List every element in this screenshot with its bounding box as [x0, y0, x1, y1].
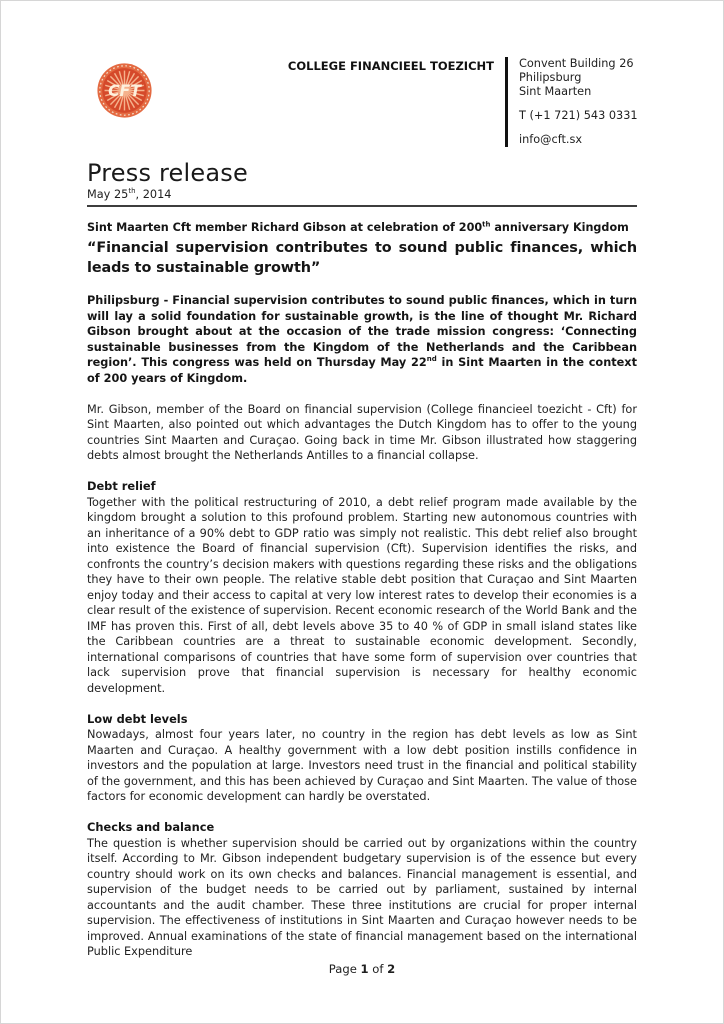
- lead-ordinal: nd: [426, 355, 437, 364]
- headline-quote: “Financial supervision contributes to sound public finances, which leads to sustainable growth”: [87, 240, 637, 276]
- kicker-ordinal: th: [482, 220, 491, 229]
- address-line-3: Sint Maarten: [519, 85, 592, 98]
- letterhead: [87, 57, 637, 147]
- address-line-1: Convent Building 26: [519, 57, 634, 70]
- org-name: COLLEGE FINANCIEEL TOEZICHT: [287, 59, 494, 73]
- contact-block: [519, 57, 637, 147]
- intro-paragraph: Mr. Gibson, member of the Board on financial supervision (College financieel toezicht - Cft) for Sint Maarten, also pointed out which advantages the Dutch Kingdom has to offer to the young countries Sint Maarten and Curaçao. Going back in time Mr. Gibson illustrated how staggering debts almost brought the Netherlands Antilles to a financial collapse.: [87, 402, 637, 462]
- lead-paragraph: [87, 293, 637, 386]
- footer-mid: of: [368, 961, 388, 976]
- section-paragraph-debt-relief: Together with the political restructuring of 2010, a debt relief program made available by the kingdom brought a solution to this profound problem. Starting new autonomous countries with an inheritance of a 90% debt to GDP ratio was simply not realistic. This debt relief also brought into existence the Board of financial supervision (Cft). Supervision identifies the risks, and confronts the country’s decision makers with questions regarding these risks and the obligations they have to their own people. The relative stable debt position that Curaçao and Sint Maarten enjoy today and their access to capital at very low interest rates to develop their economies is a clear result of the existence of supervision. Recent economic research of the World Bank and the IMF has proven this. First of all, debt levels above 35 to 40 % of GDP in small island states like the Caribbean countries are a threat to sustainable economic development. Secondly, international comparisons of countries that have some form of supervision over countries that lack supervision prove that financial supervision is necessary for healthy economic development.: [87, 495, 637, 695]
- footer-pre: Page: [328, 961, 361, 976]
- address-line-2: Philipsburg: [519, 71, 582, 84]
- lead-post: in Sint Maarten in the context of 200 years of Kingdom.: [87, 356, 637, 385]
- section-low-debt-levels: [87, 712, 637, 805]
- date-pre: May 25: [87, 188, 129, 201]
- lead-pre: Philipsburg - Financial supervision contributes to sound public finances, which in turn will lay a solid foundation for sustainable growth, is the line of thought Mr. Richard Gibson brought about at the occasion of the trade mission congress: ‘Connecting sustainable businesses from the Kingdom of the Netherlands and the Caribbean region’. This congress was held on Thursday May 22: [87, 294, 637, 369]
- article-body: [87, 293, 637, 960]
- title-rule: [87, 205, 637, 207]
- page-title: Press release: [87, 159, 248, 187]
- date-ordinal: th: [128, 187, 136, 196]
- cft-logo: [96, 62, 153, 119]
- email-address[interactable]: info@cft.sx: [519, 133, 583, 146]
- section-heading-debt-relief: Debt relief: [87, 479, 156, 493]
- section-debt-relief: [87, 479, 637, 696]
- section-heading-checks-and-balance: Checks and balance: [87, 820, 215, 834]
- headline-kicker: [87, 220, 637, 236]
- release-date: [87, 188, 637, 201]
- cft-logo-seal-icon: [96, 62, 153, 119]
- section-paragraph-checks-and-balance: The question is whether supervision should be carried out by organizations within the country itself. According to Mr. Gibson independent budgetary supervision is of the essence but every country should work on its own checks and balances. Financial management is essential, and supervision of the budget needs to be carried out by parliament, sustained by internal accountants and the audit chamber. These three institutions are crucial for proper internal supervision. The effectiveness of institutions in Sint Maarten and Curaçao however needs to be improved. Annual examinations of the state of financial management based on the international Public Expenditure: [87, 836, 637, 958]
- date-post: , 2014: [135, 188, 172, 201]
- section-checks-and-balance: [87, 820, 637, 960]
- logo-text: CFT: [108, 81, 141, 101]
- section-paragraph-low-debt-levels: Nowadays, almost four years later, no country in the region has debt levels as low as Sint Maarten and Curaçao. A healthy government with a low debt position instills confidence in investors and the population at large. Investors need trust in the financial and political stability of the government, and this has been achieved by Curaçao and Sint Maarten. The value of those factors for economic development can hardly be overstated.: [87, 728, 637, 803]
- header-divider: [505, 57, 508, 147]
- footer-page-number: 1: [360, 961, 369, 976]
- footer-page-total: 2: [387, 961, 396, 976]
- phone-number: T (+1 721) 543 0331: [519, 109, 638, 122]
- page-footer: [87, 962, 637, 976]
- kicker-post: anniversary Kingdom: [490, 221, 629, 234]
- section-heading-low-debt-levels: Low debt levels: [87, 711, 188, 726]
- kicker-pre: Sint Maarten Cft member Richard Gibson at celebration of 200: [87, 221, 483, 234]
